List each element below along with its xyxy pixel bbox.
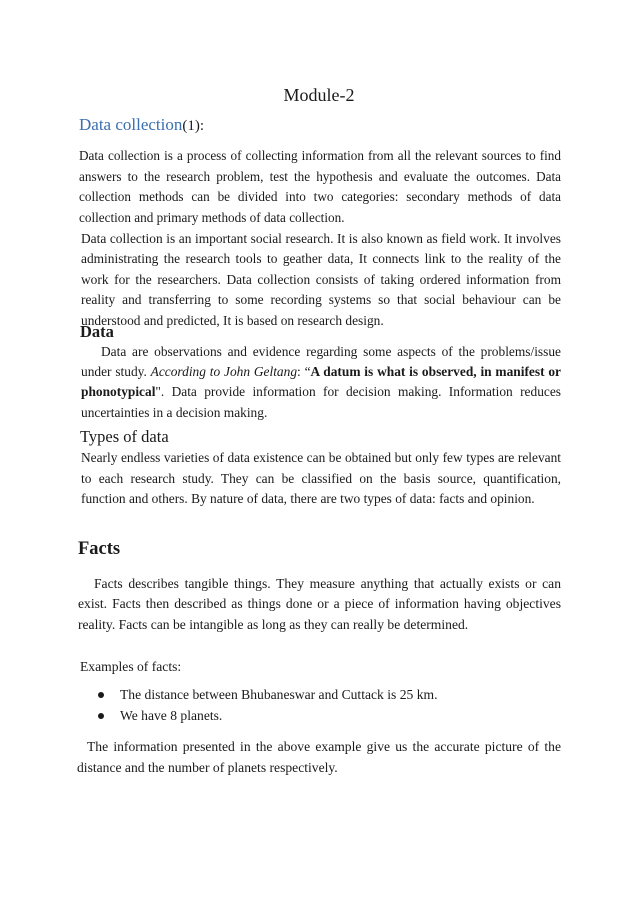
bullet-icon [98, 713, 104, 719]
data-quote: A datum is what is observed, in manifest or phonotypical [81, 364, 561, 400]
facts-text: Facts describes tangible things. They measure anything that actually exists or can exist. Facts then described as things done or a piece of information having objectives reality. Facts can be intangible as long as they can really be determined. [78, 576, 561, 632]
paragraph-field-work: Data collection is an important social research. It is also known as field work. It involves administrating the research tools to geather data, It connects link to the reality of the work for the researchers. Data collection consists of taking ordered information from reality and transferring to some recording systems so that social behaviour can be understood and predicted, It is based on research design. [81, 231, 561, 328]
section-heading-text: Data collection [79, 115, 183, 134]
paragraph-types-of-data: Nearly endless varieties of data existence can be obtained but only few types are relevant to each research study. They can be classified on the basis source, quantification, function and others. By nature of data, there are two types of data: facts and opinion. [81, 450, 561, 506]
list-item-text: The distance between Bhubaneswar and Cuttack is 25 km. [120, 687, 438, 702]
data-text-1: Data are observations and evidence regarding some aspects of the problems/issue under study. [81, 344, 561, 380]
heading-data: Data [80, 322, 114, 341]
data-citation: According to John Geltang [150, 364, 298, 380]
list-item-text: We have 8 planets. [120, 708, 223, 723]
paragraph-closing [77, 737, 561, 778]
section-heading-number: (1): [182, 118, 205, 134]
paragraph-facts [78, 574, 561, 635]
section-heading-data-collection [79, 115, 204, 136]
heading-facts: Facts [78, 539, 121, 559]
data-text-2: : “ [297, 364, 311, 380]
list-item [96, 706, 437, 726]
page-title: Module-2 [283, 85, 355, 105]
closing-text: The information presented in the above example give us the accurate picture of the distance and the number of planets respectively. [77, 739, 561, 775]
paragraph-definition: Data collection is a process of collecting information from all the relevant sources to find answers to the research problem, test the hypothesis and evaluate the outcomes. Data collection methods can be divided into two categories: secondary methods of data collection and primary methods of data collection. [79, 148, 561, 225]
examples-label: Examples of facts: [80, 659, 182, 674]
heading-types-of-data: Types of data [80, 427, 169, 446]
data-text-3: ". Data provide information for decision making. Information reduces uncertainties in a decision making. [81, 384, 561, 420]
list-item [96, 685, 437, 705]
bullet-icon [98, 692, 104, 698]
examples-list [96, 685, 437, 727]
paragraph-data [81, 342, 561, 423]
